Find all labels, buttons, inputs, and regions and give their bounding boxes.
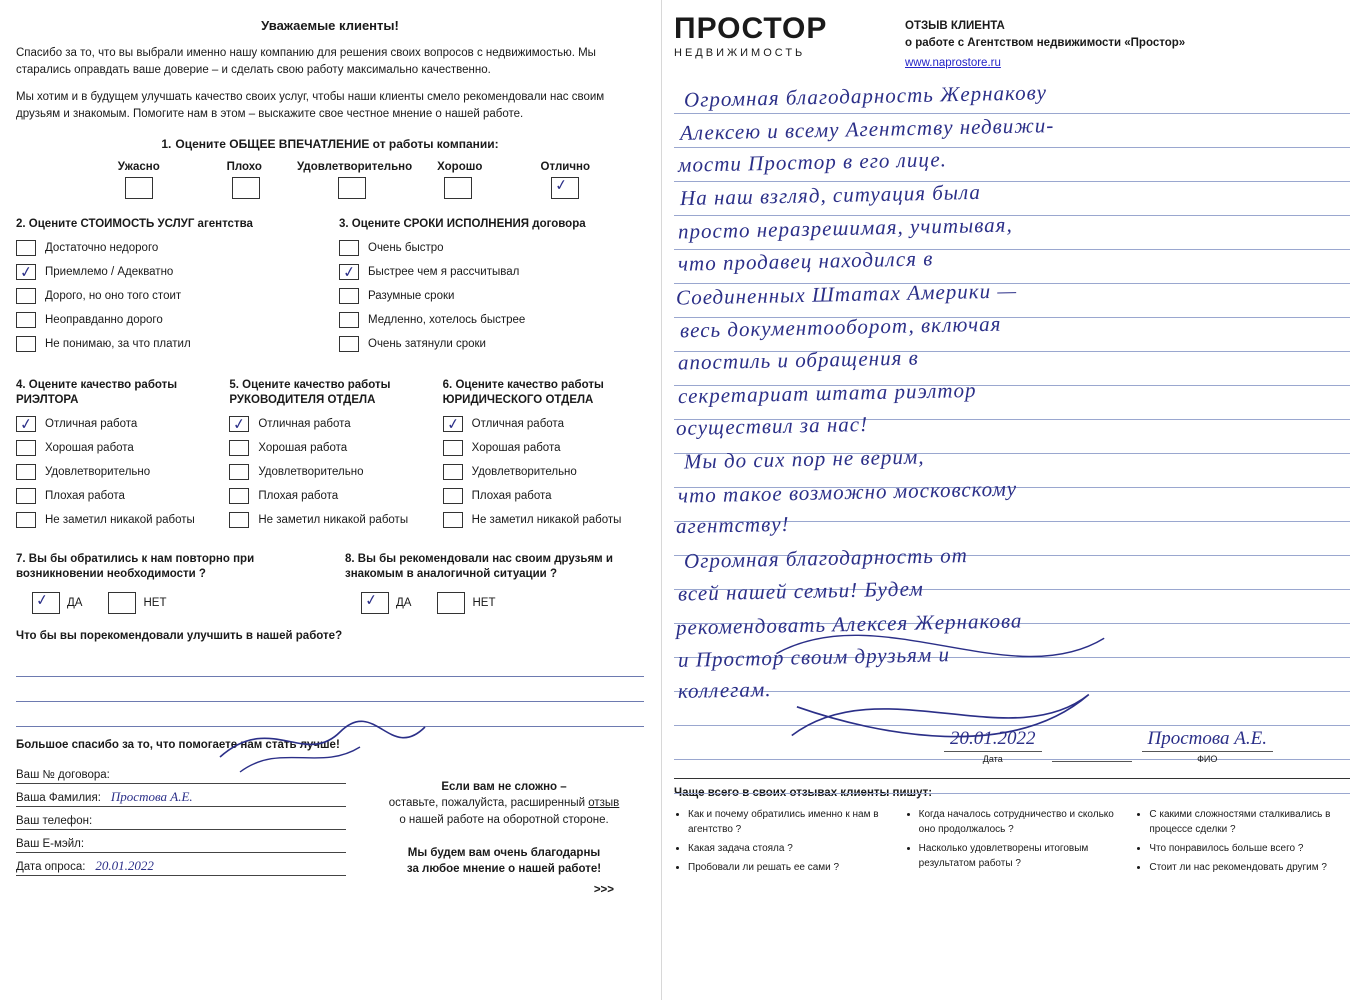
scale-label: Хорошо — [437, 160, 483, 173]
scale-label: Удовлетворительно — [297, 160, 413, 173]
page-title: Уважаемые клиенты! — [261, 18, 399, 33]
signature-name-caption: ФИО — [1197, 753, 1218, 764]
thanks-text: Большое спасибо за то, что помогаете нам стать лучше! — [16, 738, 340, 751]
checkbox-q4-3[interactable] — [16, 488, 36, 504]
review-title: ОТЗЫВ КЛИЕНТА — [905, 20, 1005, 32]
question-8-text: Вы бы рекомендовали нас своим друзьям и знакомым в аналогичной ситуации ? — [345, 552, 613, 580]
option-label: Разумные сроки — [368, 289, 455, 302]
write-line[interactable] — [16, 702, 644, 727]
company-logo — [674, 14, 879, 59]
checkbox-q4-0[interactable] — [16, 416, 36, 432]
contact-fields — [16, 761, 346, 899]
handwritten-line: что продавец находился в — [677, 246, 934, 276]
checkbox-q2-0[interactable] — [16, 240, 36, 256]
option-label: Отличная работа — [45, 417, 138, 430]
website-link[interactable]: www.naprostore.ru — [905, 56, 1001, 69]
checkbox-q2-2[interactable] — [16, 288, 36, 304]
field-row — [16, 830, 346, 853]
question-5-number: 5. — [229, 378, 239, 391]
option-label: Очень быстро — [368, 241, 444, 254]
option-label: Не заметил никакой работы — [45, 513, 195, 526]
rule-line — [674, 556, 1350, 590]
handwritten-line: агентству! — [675, 511, 790, 538]
question-1-checkboxes — [16, 177, 644, 199]
field-row — [16, 807, 346, 830]
question-8-block — [345, 552, 644, 614]
question-1-labels — [16, 161, 644, 173]
handwritten-line: просто неразрешимая, учитывая, — [677, 212, 1013, 244]
improve-question-label: Что бы вы порекомендовали улучшить в нашей работе? — [16, 629, 343, 642]
signature-date — [944, 728, 1042, 764]
signature-date-caption: Дата — [982, 753, 1003, 764]
field-value[interactable] — [110, 782, 346, 783]
handwritten-line: Огромная благодарность Жернакову — [683, 79, 1048, 112]
question-7-text: Вы бы обратились к нам повторно при возникновении необходимости ? — [16, 552, 255, 580]
option-label: Дорого, но оно того стоит — [45, 289, 182, 302]
scale-label: Ужасно — [117, 160, 160, 173]
handwritten-line: Алексею и всему Агентству недвижи- — [679, 112, 1055, 145]
option-label: Очень затянули сроки — [368, 337, 486, 350]
option-label: Приемлемо / Адекватно — [45, 265, 174, 278]
question-4-text: Оцените качество работы РИЭЛТОРА — [16, 378, 178, 406]
logo-text: ПРОСТОР — [674, 12, 828, 45]
checkbox-q3-2[interactable] — [339, 288, 359, 304]
handwritten-line: Мы до сих пор не верим, — [683, 444, 925, 474]
handwritten-line: коллегам. — [677, 676, 772, 703]
checkbox-q3-1[interactable] — [339, 264, 359, 280]
question-1-title — [16, 137, 644, 151]
option-label: Хорошая работа — [471, 441, 561, 454]
checkbox-q2-3[interactable] — [16, 312, 36, 328]
review-subtitle: о работе с Агентством недвижимости «Простор» — [905, 37, 1186, 50]
rule-line — [674, 250, 1350, 284]
question-4-number: 4. — [16, 378, 26, 391]
field-label: Ваша Фамилия: — [16, 791, 101, 804]
note-line-2: оставьте, пожалуйста, расширенный — [388, 797, 586, 810]
review-sheet — [660, 0, 1366, 1000]
checkbox-q4-2[interactable] — [16, 464, 36, 480]
checkbox-q3-3[interactable] — [339, 312, 359, 328]
field-row — [16, 784, 346, 807]
question-6-number: 6. — [442, 378, 453, 391]
question-8-title — [345, 552, 644, 584]
question-4-block — [16, 378, 217, 536]
footer-title: Чаще всего в своих отзывах клиенты пишут: — [674, 786, 933, 799]
checkbox-q4-4[interactable] — [16, 512, 36, 528]
note-bold-1: Мы будем вам очень благодарны — [407, 846, 601, 859]
handwritten-line: рекомендовать Алексея Жернакова — [675, 608, 1023, 640]
check-mark-icon: ✓ — [19, 415, 34, 434]
question-5-block — [229, 378, 430, 536]
handwritten-line: мости Простор в его лице. — [677, 146, 948, 177]
checkbox-q2-1[interactable] — [16, 264, 36, 280]
footer-hint: • Как и почему обратились именно к нам в агентство ? — [688, 807, 889, 837]
checkbox-q4-1[interactable] — [16, 440, 36, 456]
question-2-title — [16, 217, 321, 232]
checkbox-q6-4[interactable] — [443, 512, 463, 528]
footer-hint: • Стоит ли нас рекомендовать другим ? — [1149, 860, 1350, 875]
question-3-number: 3. — [339, 217, 349, 230]
field-label: Ваш № договора: — [16, 768, 110, 781]
checkbox-q1-1[interactable] — [232, 177, 260, 199]
rule-line — [674, 318, 1350, 352]
rule-line — [674, 454, 1350, 488]
checkbox-q7-no[interactable] — [108, 592, 136, 614]
check-mark-icon: ✓ — [364, 591, 379, 610]
checkbox-q8-yes[interactable] — [361, 592, 389, 614]
footer-column — [674, 807, 889, 879]
option-label: Хорошая работа — [258, 441, 348, 454]
rule-line — [674, 216, 1350, 250]
signature-mark — [1052, 738, 1132, 764]
rule-line — [674, 352, 1350, 386]
review-link[interactable]: отзыв — [588, 797, 620, 810]
field-value[interactable] — [84, 851, 346, 852]
option-label: Не заметил никакой работы — [258, 513, 409, 526]
check-mark-icon: ✓ — [19, 263, 34, 282]
next-page-arrows: >>> — [593, 883, 614, 896]
checkbox-q1-3[interactable] — [444, 177, 472, 199]
rule-line — [674, 284, 1350, 318]
footer-hint: • Что понравилось больше всего ? — [1149, 841, 1350, 856]
rule-line — [674, 658, 1350, 692]
checkbox-q2-4[interactable] — [16, 336, 36, 352]
field-row — [16, 853, 346, 876]
scale-label: Отлично — [540, 160, 590, 173]
field-row — [16, 761, 346, 784]
field-label: Ваш Е-мэйл: — [16, 837, 85, 850]
rule-line — [674, 624, 1350, 658]
footer-hint: • Какая задача стояла ? — [688, 841, 889, 856]
rule-line — [674, 148, 1350, 182]
checkbox-q5-3[interactable] — [229, 488, 249, 504]
field-value[interactable] — [92, 828, 346, 829]
rule-line — [674, 179, 1350, 216]
scale-label: Плохо — [226, 160, 262, 173]
question-3-title — [339, 217, 644, 232]
question-3-block — [339, 217, 644, 360]
check-mark-icon: ✓ — [342, 263, 357, 282]
handwritten-line: апостиль и обращения в — [677, 345, 919, 375]
field-value[interactable]: Простова А.Е. — [110, 788, 193, 804]
question-1-text: Оцените ОБЩЕЕ ВПЕЧАТЛЕНИЕ от работы компании: — [175, 136, 499, 151]
question-5-text: Оцените качество работы РУКОВОДИТЕЛЯ ОТДЕЛА — [229, 378, 391, 406]
logo-subtext: НЕДВИЖИМОСТЬ — [674, 47, 806, 59]
rule-line — [674, 114, 1350, 148]
option-label: Отличная работа — [471, 417, 564, 430]
footer-column — [1135, 807, 1350, 879]
handwritten-line: и Простор своим друзьям и — [677, 641, 951, 672]
rule-line — [674, 590, 1350, 624]
question-2-number: 2. — [16, 217, 26, 230]
option-label: Удовлетворительно — [471, 465, 577, 478]
intro-paragraph-1: Спасибо за то, что вы выбрали именно нашу компанию для решения своих вопросов с недвижимостью. Мы старались оправдать ваше доверие – и сделать свою работу максимально качественно. — [16, 47, 596, 76]
checkbox-q3-4[interactable] — [339, 336, 359, 352]
checkbox-q5-0[interactable] — [229, 416, 249, 432]
check-mark-icon: ✓ — [232, 415, 248, 434]
checkbox-q7-yes[interactable] — [32, 592, 60, 614]
signature-name — [1142, 728, 1273, 764]
signature-mark-value — [1052, 738, 1132, 762]
handwritten-line: Огромная благодарность от — [683, 542, 968, 573]
option-label: Плохая работа — [45, 489, 125, 502]
option-label: Хорошая работа — [45, 441, 134, 454]
option-label: НЕТ — [472, 596, 496, 609]
signature-date-value: 20.01.2022 — [944, 728, 1042, 752]
footer-hint: • С какими сложностями сталкивались в процессе сделки ? — [1149, 807, 1350, 837]
footer-column — [905, 807, 1120, 879]
checkbox-q3-0[interactable] — [339, 240, 359, 256]
write-line[interactable] — [16, 677, 644, 702]
handwriting-area[interactable] — [674, 80, 1350, 770]
note-bold-2: за любое мнение о нашей работе! — [406, 863, 602, 876]
checkbox-q5-2[interactable] — [229, 464, 249, 480]
review-header — [905, 14, 1185, 72]
checkbox-q5-1[interactable] — [229, 440, 249, 456]
question-7-block — [16, 552, 315, 614]
checkbox-q6-2[interactable] — [443, 464, 463, 480]
question-6-block — [443, 378, 644, 536]
footer-hint: • Насколько удовлетворены итоговым результатом работы ? — [919, 841, 1120, 871]
checkbox-q1-2[interactable] — [338, 177, 366, 199]
option-label: Неоправданно дорого — [45, 313, 163, 326]
field-label: Ваш телефон: — [16, 814, 93, 827]
note-line-1: Если вам не сложно – — [441, 780, 567, 793]
intro-paragraph-2: Мы хотим и в будущем улучшать качество своих услуг, чтобы наши клиенты смело рекомендовали нас своим друзьям и знакомым. Помогите нам в этом – выскажите свое честное мнение о нашей работе. — [16, 91, 605, 121]
check-mark-icon: ✓ — [553, 176, 569, 195]
checkbox-q1-4[interactable] — [551, 177, 579, 199]
checkbox-q8-no[interactable] — [437, 592, 465, 614]
checkbox-q6-3[interactable] — [443, 488, 463, 504]
footer-hint: • Когда началось сотрудничество и сколько оно продолжалось ? — [919, 807, 1120, 837]
question-1-number: 1. — [161, 136, 172, 151]
option-label: ДА — [396, 596, 412, 609]
rule-line — [674, 522, 1350, 556]
option-label: Не понимаю, за что платил — [45, 337, 191, 350]
handwritten-line: секретариат штата риэлтор — [677, 377, 977, 408]
write-line[interactable] — [16, 652, 644, 677]
checkbox-q5-4[interactable] — [229, 512, 249, 528]
handwritten-line: весь документооборот, включая — [679, 311, 1002, 343]
question-7-title — [16, 552, 315, 584]
questionnaire-sheet — [0, 0, 660, 1000]
question-5-title — [229, 378, 430, 408]
signature-name-value: Простова А.Е. — [1142, 728, 1273, 752]
handwritten-line: осуществил за нас! — [675, 411, 869, 440]
option-label: Медленно, хотелось быстрее — [368, 313, 526, 326]
rule-line — [674, 80, 1350, 114]
rule-line — [674, 692, 1350, 726]
handwritten-line: На наш взгляд, ситуация была — [679, 179, 982, 210]
handwritten-line: всей нашей семьи! Будем — [677, 576, 925, 606]
rule-line — [674, 386, 1350, 420]
option-label: Достаточно недорого — [45, 241, 159, 254]
check-mark-icon: ✓ — [35, 591, 50, 610]
option-label: НЕТ — [143, 596, 167, 609]
question-7-number: 7. — [16, 552, 26, 565]
option-label: Не заметил никакой работы — [471, 513, 622, 526]
field-label: Дата опроса: — [16, 860, 86, 873]
checkbox-q1-0[interactable] — [125, 177, 153, 199]
option-label: Плохая работа — [258, 489, 339, 502]
note-line-3: о нашей работе на оборотной стороне. — [399, 813, 609, 826]
review-note — [364, 761, 644, 899]
checkbox-q6-0[interactable] — [443, 416, 463, 432]
rule-line — [674, 488, 1350, 522]
option-label: ДА — [67, 596, 83, 609]
option-label: Быстрее чем я рассчитывал — [368, 265, 520, 278]
field-value[interactable]: 20.01.2022 — [95, 857, 154, 873]
question-2-block — [16, 217, 321, 360]
question-3-text: Оцените СРОКИ ИСПОЛНЕНИЯ договора — [351, 217, 586, 230]
option-label: Отличная работа — [258, 417, 351, 430]
option-label: Удовлетворительно — [258, 465, 364, 478]
option-label: Удовлетворительно — [45, 465, 151, 478]
question-6-text: Оцените качество работы ЮРИДИЧЕСКОГО ОТДЕЛА — [442, 378, 604, 406]
question-2-text: Оцените СТОИМОСТЬ УСЛУГ агентства — [28, 217, 253, 230]
rule-line — [674, 420, 1350, 454]
signature-row — [944, 728, 1364, 764]
option-label: Плохая работа — [471, 489, 552, 502]
question-4-title — [16, 378, 217, 408]
improve-answer-area[interactable] — [16, 652, 644, 727]
handwritten-line: что такое возможно московскому — [677, 476, 1018, 508]
footer-hint: • Пробовали ли решать ее сами ? — [688, 860, 889, 875]
checkbox-q6-1[interactable] — [443, 440, 463, 456]
question-6-title — [443, 378, 644, 408]
check-mark-icon: ✓ — [445, 415, 461, 434]
handwritten-line: Соединенных Штатах Америки — — [675, 278, 1018, 310]
question-8-number: 8. — [345, 552, 355, 565]
rule-line — [674, 760, 1350, 794]
